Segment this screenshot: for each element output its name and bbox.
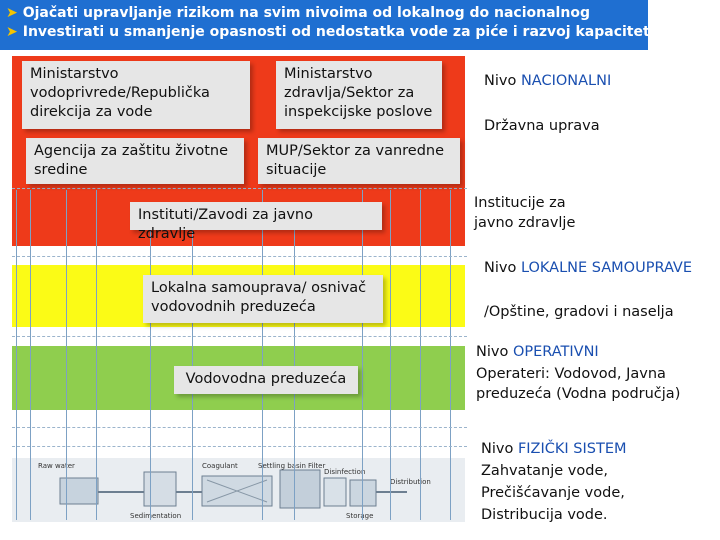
connector-line	[362, 190, 363, 520]
level-national-highlight: NACIONALNI	[520, 73, 612, 89]
level-national: Nivo NACIONALNI	[484, 73, 612, 89]
local-government-box: Lokalna samouprava/ osnivač vodovodnih preduzeća	[143, 275, 383, 323]
schema-label: Filter	[308, 462, 326, 470]
banner-line-2: ➤ Investirati u smanjenje opasnosti od nedostatka vode za piće i razvoj kapaciteta	[6, 24, 660, 40]
ministry-health-box: Ministarstvo zdravlja/Sektor za inspekcijske poslove	[276, 61, 442, 129]
level-operational: Nivo OPERATIVNI	[476, 344, 599, 360]
coagulant-unit	[144, 472, 176, 506]
connector-line	[96, 190, 97, 520]
connector-line	[66, 190, 67, 520]
filter-unit	[280, 470, 320, 508]
connector-line	[262, 190, 263, 520]
level-physical-sub-2: Prečišćavanje vode,	[481, 485, 625, 501]
schema-label: Disinfection	[324, 468, 366, 476]
institutes-box: Instituti/Zavodi za javno zdravlje	[130, 202, 382, 230]
connector-line	[16, 190, 17, 520]
arrow-bullet-icon: ➤	[6, 5, 18, 21]
connector-line	[12, 336, 467, 337]
level-physical: Nivo FIZIČKI SISTEM	[481, 441, 627, 457]
level-local-sub: /Opštine, gradovi i naselja	[484, 304, 674, 320]
connector-line	[390, 190, 391, 520]
connector-line	[150, 230, 151, 520]
level-physical-highlight: FIZIČKI SISTEM	[517, 441, 627, 457]
arrow-bullet-icon: ➤	[6, 24, 18, 40]
connector-line	[30, 190, 31, 520]
environment-agency-box: Agencija za zaštitu životne sredine	[26, 138, 244, 184]
schema-label: Coagulant	[202, 462, 238, 470]
level-state-admin: Državna uprava	[484, 118, 600, 134]
schema-label: Sedimentation	[130, 512, 182, 520]
schema-label: Storage	[346, 512, 374, 520]
schema-label: Distribution	[390, 478, 431, 486]
connector-line	[12, 446, 467, 447]
disinfection-unit	[324, 478, 346, 506]
connector-line	[12, 188, 467, 189]
physical-system-schema	[12, 458, 465, 522]
schema-label: Raw water	[38, 462, 75, 470]
top-banner	[0, 0, 660, 50]
schema-label: Settling basin	[258, 462, 306, 470]
level-operational-highlight: OPERATIVNI	[512, 344, 599, 360]
level-physical-sub-3: Distribucija vode.	[481, 507, 608, 523]
connector-line	[12, 256, 467, 257]
level-physical-sub-1: Zahvatanje vode,	[481, 463, 608, 479]
level-local: Nivo LOKALNE SAMOUPRAVE	[484, 260, 693, 276]
connector-line	[420, 190, 421, 520]
water-treatment-diagram	[12, 458, 465, 522]
storage-tank	[350, 480, 376, 506]
water-companies-box: Vodovodna preduzeća	[174, 366, 358, 394]
connector-line	[450, 190, 451, 520]
mup-box: MUP/Sektor za vanredne situacije	[258, 138, 460, 184]
level-operational-sub: Operateri: Vodovod, Javna preduzeća (Vodna područja)	[476, 366, 681, 402]
level-local-highlight: LOKALNE SAMOUPRAVE	[520, 260, 693, 276]
banner-line-1: ➤ Ojačati upravljanje rizikom na svim nivoima od lokalnog do nacionalnog	[6, 5, 590, 21]
level-public-health: Institucije za javno zdravlje	[474, 195, 576, 231]
ministry-water-box: Ministarstvo vodoprivrede/Republička direkcija za vode	[22, 61, 250, 129]
connector-line	[12, 427, 467, 428]
